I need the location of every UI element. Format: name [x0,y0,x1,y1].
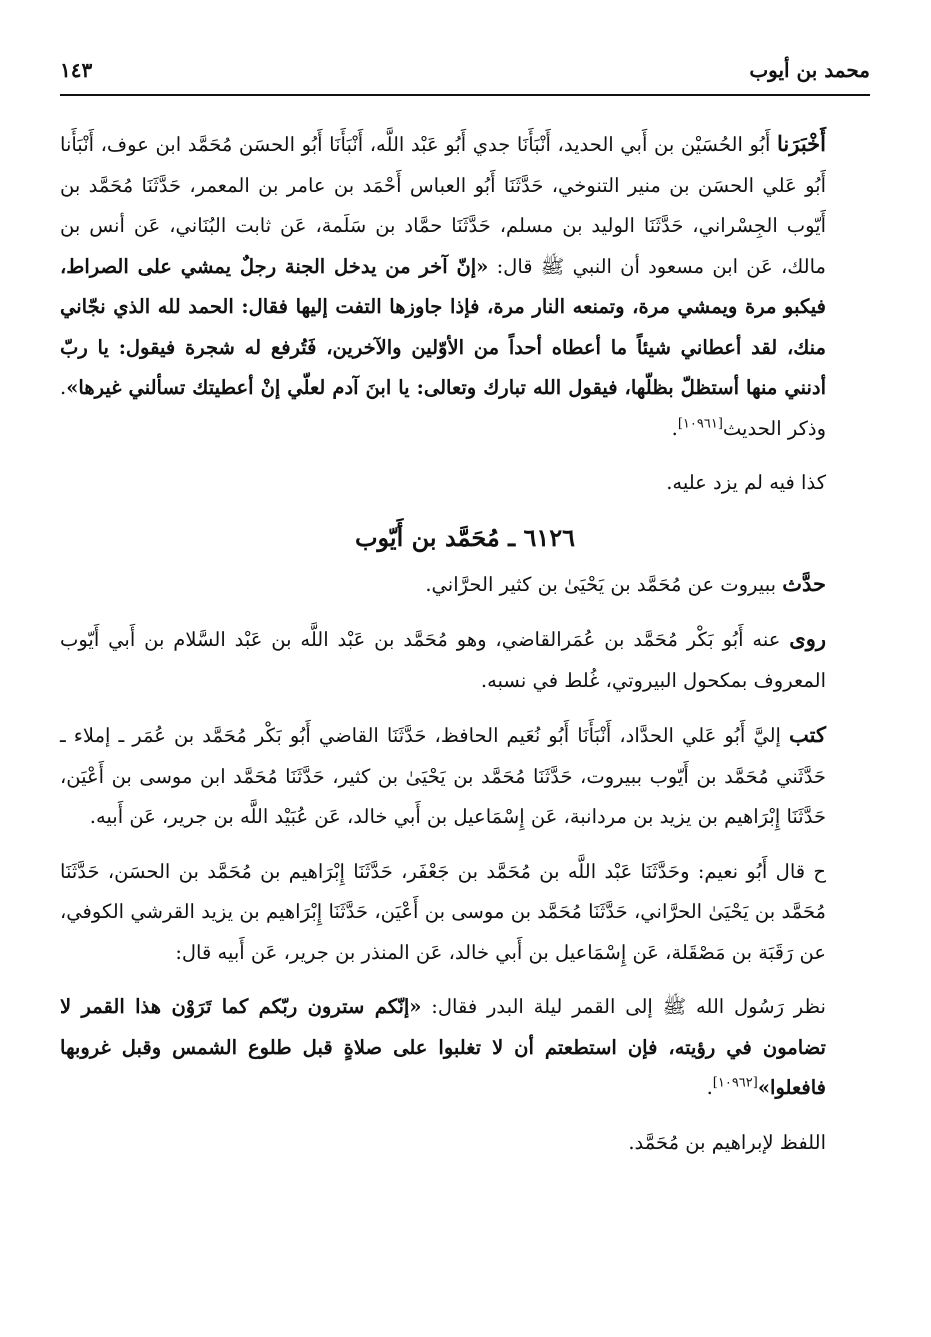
paragraph-lead-word: أَخْبَرَنا [777,131,826,156]
paragraph-haddatha [60,564,870,606]
paragraph-note [60,463,870,504]
paragraph-text: نظر رَسُول الله ﷺ إلى القمر ليلة البدر فقال: [421,995,826,1018]
paragraph-text: . [671,416,678,440]
paragraph-text: اللفظ لإبراهيم بن مُحَمَّد. [628,1130,826,1154]
paragraph-rawa [60,619,870,701]
hadith-text: «إنّكم سترون ربّكم كما تَرَوْن هذا القمر لا تضامون في رؤيته، فإن استطعتم أن لا تغلبوا على صلاةٍ قبل طلوع الشمس وقبل غروبها فافعلوا» [60,995,826,1099]
page-body [60,124,870,1163]
page-number: ١٤٣ [60,58,93,82]
paragraph-lead-word: كتب [789,722,826,747]
page-header [60,50,870,96]
paragraph-text: أَبُو الحُسَيْن بن أَبي الحديد، أَنْبَأَنَا جدي أَبُو عَبْد اللَّه، أَنْبَأَنَا أَبُو الحسَن مُحَمَّد ابن عوف، أَنْبَأَنا أَبُو عَلي الحسَن بن منير التنوخي، حَدَّثَنَا أَبُو العباس أَحْمَد بن عامر بن المعمر، حَدَّثَنَا مُحَمَّد بن أَيّوب الجِسْراني، حَدَّثَنَا الوليد بن مسلم، حَدَّثَنَا حمَّاد بن سَلَمة، عَن ثابت البُنَاني، عَن أنس بن مالك، عَن ابن مسعود أن النبي ﷺ قال: [60,133,827,278]
paragraph-text: ح قال أَبُو نعيم: وحَدَّثَنَا عَبْد اللَّه بن مُحَمَّد بن جَعْفَر، حَدَّثَنَا إِبْرَاهيم بن مُحَمَّد بن الحسَن، حَدَّثَنَا مُحَمَّد بن يَحْيَىٰ الحرَّاني، حَدَّثَنَا مُحَمَّد بن موسى بن أَعْيَن، حَدَّثَنَا إِبْرَاهيم بن يزيد القرشي الكوفي، عن رَقَبَة بن مَصْقَلة، عَن إِسْمَاعيل بن أَبي خالد، عَن المنذر بن جرير، عَن أَبيه قال: [60,859,826,964]
paragraph-hadith-2 [60,987,870,1109]
paragraph-kataba [60,715,870,838]
paragraph-text: كذا فيه لم يزد عليه. [666,471,826,494]
entry-heading: ٦١٢٦ ـ مُحَمَّد بن أَيّوب [354,522,576,552]
paragraph-text: إليَّ أَبُو عَلي الحدَّاد، أَنْبَأَنَا أَبُو نُعَيم الحافظ، حَدَّثَنَا القاضي أَبُو بَكْر مُحَمَّد بن عُمَر ـ إملاء ـ حَدَّثَني مُحَمَّد بن أَيّوب ببيروت، حَدَّثَنَا مُحَمَّد بن يَحْيَىٰ بن كثير، حَدَّثَنَا مُحَمَّد ابن موسى بن أَعْيَن، حَدَّثَنَا إِبْرَاهيم بن يزيد بن مردانبة، عَن إِسْمَاعيل بن أَبي خالد، عَن عُبَيْد اللَّه بن جرير، عَن أَبيه. [60,724,826,828]
paragraph-text: ببيروت عن مُحَمَّد بن يَحْيَىٰ بن كثير الحرَّاني. [425,572,783,596]
running-head: محمد بن أيوب [749,58,870,82]
document-page [60,50,870,1177]
paragraph-text: عنه أَبُو بَكْر مُحَمَّد بن عُمَرالقاضي، وهو مُحَمَّد بن عَبْد اللَّه بن عَبْد السَّلام بن أَبي أَيّوب المعروف بمكحول البيروتي، غُلط في نسبه. [60,628,826,692]
paragraph-closing-note [60,1123,870,1164]
paragraph-lead-word: حدَّث [782,570,826,596]
paragraph-text: . [706,1076,713,1099]
footnote-ref: [١٠٩٦١] [677,416,723,431]
hadith-text: «إنّ آخر من يدخل الجنة رجلٌ يمشي على الصراط، فيكبو مرة ويمشي مرة، وتمنعه النار مرة، فإذا جاوزها التفت إليها فقال: الحمد لله الذي نجّاني منك، لقد أعطاني شيئاً ما أعطاه أحداً من الأوّلين والآخرين، فَتُرفع له شجرة فيقول: يا ربّ أدنني منها أستظلّ بظلّها، فيقول الله تبارك وتعالى: يا ابنَ آدم لعلّي إنْ أعطيتك تسألني غيرها» [60,254,826,399]
paragraph-text: . وذكر الحديث [60,376,826,440]
footnote-ref: [١٠٩٦٢] [712,1075,758,1091]
paragraph-isnad-2 [60,852,870,974]
paragraph-lead-word: روى [789,626,826,651]
paragraph-hadith-1 [60,124,870,449]
